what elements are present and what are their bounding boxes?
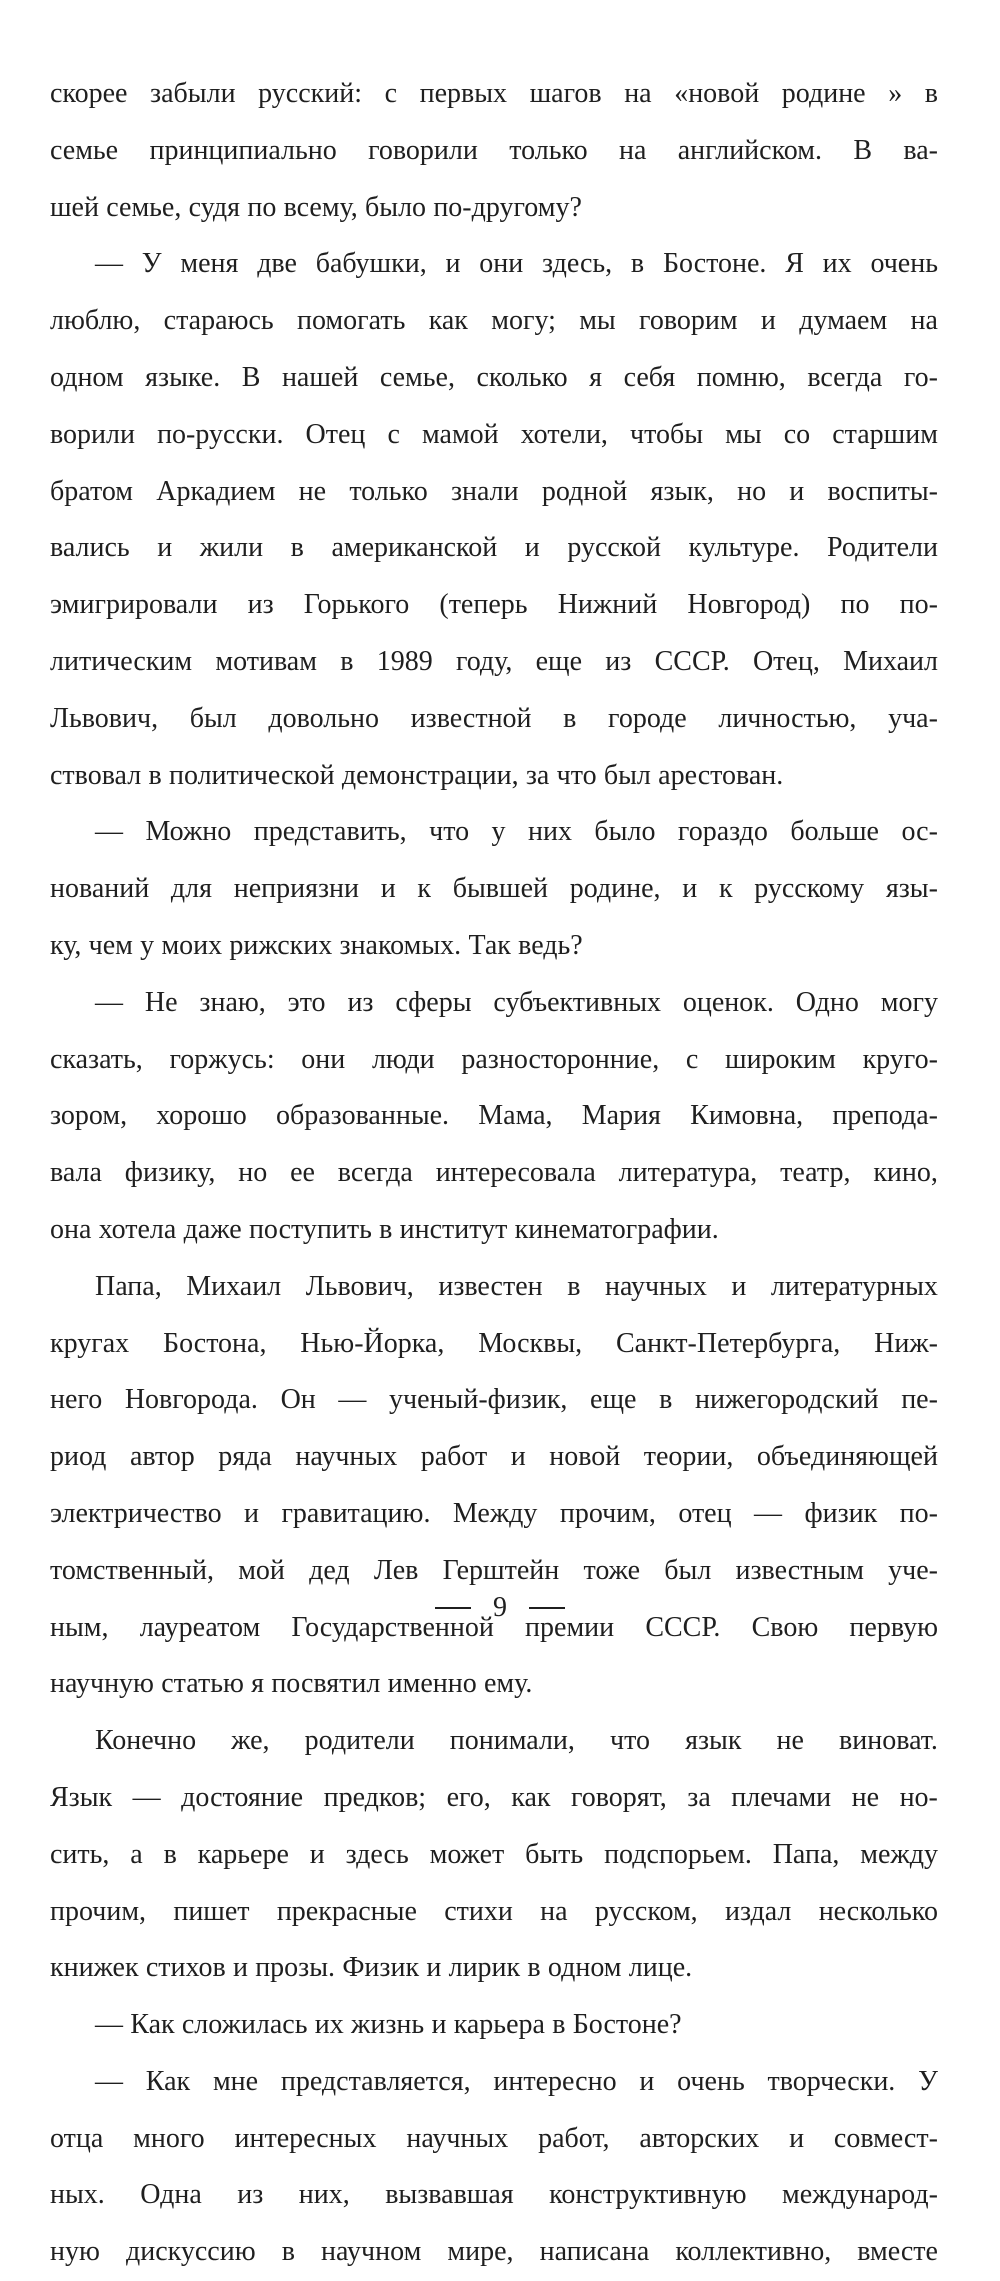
text-line: литическим мотивам в 1989 году, еще из СССР. Отец, Михаил [50,645,938,677]
text-line: книжек стихов и прозы. Физик и лирик в одном лице. [50,1952,693,1984]
text-line: ную дискуссию в научном мире, написана коллективно, вместе [50,2236,938,2268]
text-line: эмигрировали из Горького (теперь Нижний Новгород) по по- [50,589,938,621]
text-line: сказать, горжусь: они люди разносторонние, с широким круго- [50,1043,938,1075]
page-footer [0,1590,1000,1624]
text-line: ных. Одна из них, вызвавшая конструктивную международ- [50,2179,938,2211]
text-line: вались и жили в американской и русской культуре. Родители [50,532,938,564]
text-line: — Как мне представляется, интересно и очень творчески. У [95,2065,938,2097]
text-line: братом Аркадием не только знали родной язык, но и воспиты- [50,475,938,507]
text-line: сить, а в карьере и здесь может быть подспорьем. Папа, между [50,1838,938,1870]
footer-dash-left [435,1607,471,1609]
text-line: шей семье, судя по всему, было по-другому? [50,191,582,223]
text-line: ку, чем у моих рижских знакомых. Так ведь? [50,929,583,961]
text-line: ворили по-русски. Отец с мамой хотели, чтобы мы со старшим [50,418,938,450]
text-line: кругах Бостона, Нью-Йорка, Москвы, Санкт-Петербурга, Ниж- [50,1327,938,1359]
body-text [50,66,938,2281]
text-line: — У меня две бабушки, и они здесь, в Бостоне. Я их очень [95,248,938,280]
text-line: электричество и гравитацию. Между прочим, отец — физик по- [50,1497,938,1529]
text-line: она хотела даже поступить в институт кинематографии. [50,1213,719,1245]
text-line: нований для неприязни и к бывшей родине, и к русскому язы- [50,873,938,905]
text-line: Львович, был довольно известной в городе личностью, уча- [50,702,938,734]
text-line: ным, лауреатом Государственной премии СССР. Свою первую [50,1611,938,1643]
text-line: — Не знаю, это из сферы субъективных оценок. Одно могу [95,986,938,1018]
text-line: ствовал в политической демонстрации, за что был арестован. [50,759,784,791]
text-line: отца много интересных научных работ, авторских и совмест- [50,2122,938,2154]
text-line: риод автор ряда научных работ и новой теории, объединяющей [50,1441,938,1473]
text-line: — Можно представить, что у них было гораздо больше ос- [95,816,938,848]
text-line: Язык — достояние предков; его, как говорят, за плечами не но- [50,1781,938,1813]
text-line: зором, хорошо образованные. Мама, Мария Кимовна, препода- [50,1100,938,1132]
text-line: одном языке. В нашей семье, сколько я себя помню, всегда го- [50,361,938,393]
text-line: научную статью я посвятил именно ему. [50,1668,533,1700]
text-line: вала физику, но ее всегда интересовала литература, театр, кино, [50,1157,938,1189]
text-line: томственный, мой дед Лев Герштейн тоже был известным уче- [50,1554,938,1586]
text-line: него Новгорода. Он — ученый-физик, еще в нижегородский пе- [50,1384,938,1416]
footer-dash-right [529,1607,565,1609]
text-line: прочим, пишет прекрасные стихи на русском, издал несколько [50,1895,938,1927]
text-line: люблю, стараюсь помогать как могу; мы говорим и думаем на [50,305,938,337]
page-number: 9 [493,1591,507,1623]
text-line: семье принципиально говорили только на английском. В ва- [50,134,938,166]
text-line: — Как сложилась их жизнь и карьера в Бостоне? [95,2009,682,2041]
text-line: Конечно же, родители понимали, что язык не виноват. [95,1725,938,1757]
text-line: Папа, Михаил Львович, известен в научных и литературных [95,1270,938,1302]
text-line: скорее забыли русский: с первых шагов на «новой родине » в [50,78,938,109]
